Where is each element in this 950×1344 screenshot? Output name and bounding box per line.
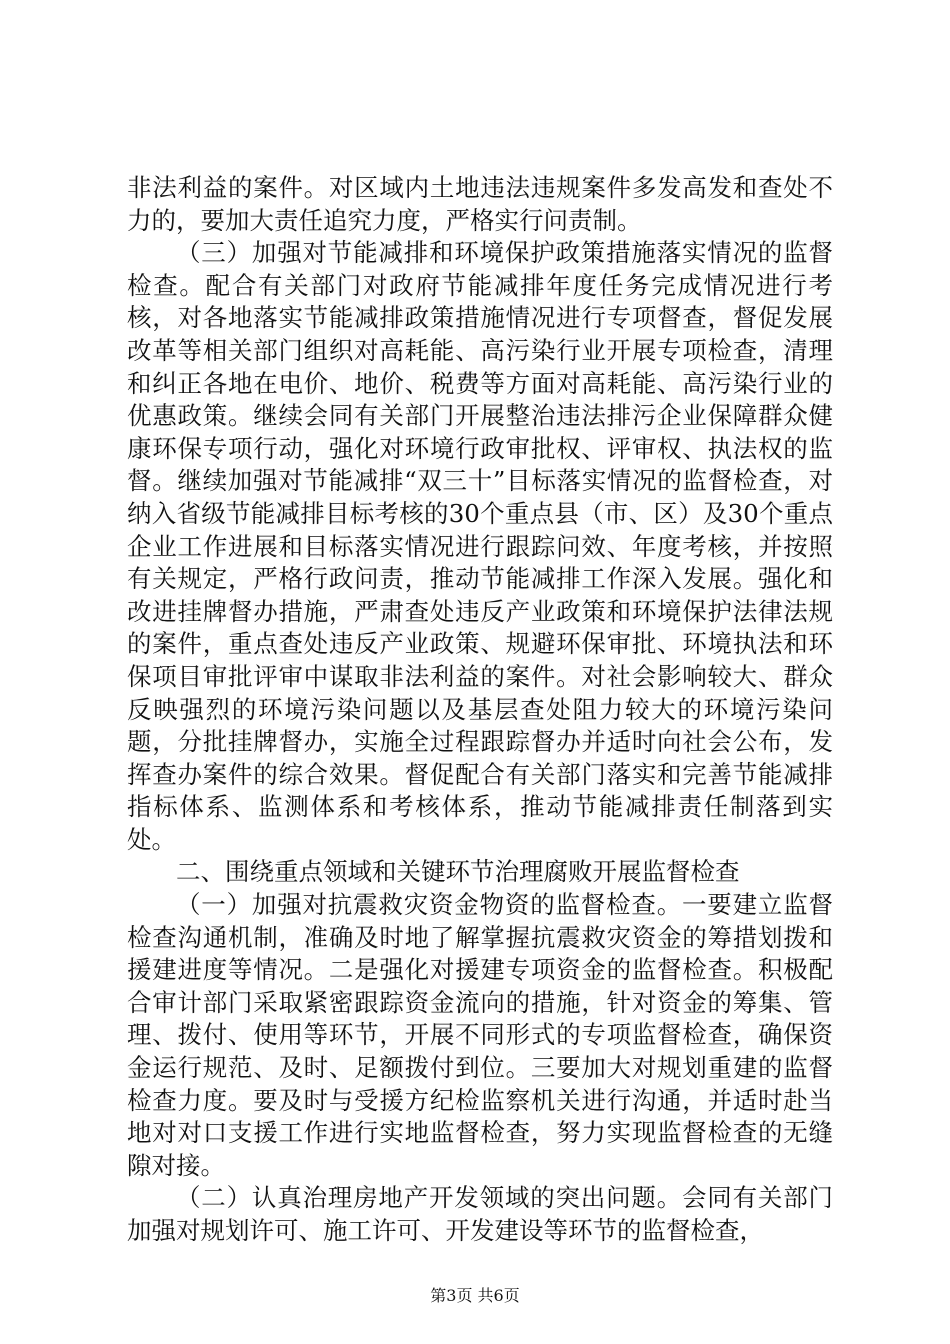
paragraph-subsection-2: （二）认真治理房地产开发领域的突出问题。会同有关部门加强对规划许可、施工许可、开发建设等环节的监督检查， <box>127 1183 833 1245</box>
paragraph-continuation: 非法利益的案件。对区域内土地违法违规案件多发高发和查处不力的，要加大责任追究力度，严格实行问责制。 <box>127 173 833 235</box>
paragraph-subsection-1: （一）加强对抗震救灾资金物资的监督检查。一要建立监督检查沟通机制，准确及时地了解掌握抗震救灾资金的筹措划拨和援建进度等情况。二是强化对援建专项资金的监督检查。积极配合审计部门采取紧密跟踪资金流向的措施，针对资金的筹集、管理、拨付、使用等环节，开展不同形式的专项监督检查，确保资金运行规范、及时、足额拨付到位。三要加大对规划重建的监督检查力度。要及时与受援方纪检监察机关进行沟通，并适时赴当地对对口支援工作进行实地监督检查，努力实现监督检查的无缝隙对接。 <box>127 890 833 1180</box>
section-heading-2: 二、围绕重点领域和关键环节治理腐败开展监督检查 <box>176 857 740 887</box>
page-number-footer: 第3页 共6页 <box>430 1286 520 1305</box>
paragraph-section-3: （三）加强对节能减排和环境保护政策措施落实情况的监督检查。配合有关部门对政府节能减排年度任务完成情况进行考核，对各地落实节能减排政策措施情况进行专项督查，督促发展改革等相关部门组织对高耗能、高污染行业开展专项检查，清理和纠正各地在电价、地价、税费等方面对高耗能、高污染行业的优惠政策。继续会同有关部门开展整治违法排污企业保障群众健康环保专项行动，强化对环境行政审批权、评审权、执法权的监督。继续加强对节能减排“双三十”目标落实情况的监督检查，对纳入省级节能减排目标考核的30个重点县（市、区）及30个重点企业工作进展和目标落实情况进行跟踪问效、年度考核，并按照有关规定，严格行政问责，推动节能减排工作深入发展。强化和改进挂牌督办措施，严肃查处违反产业政策和环境保护法律法规的案件，重点查处违反产业政策、规避环保审批、环境执法和环保项目审批评审中谋取非法利益的案件。对社会影响较大、群众反映强烈的环境污染问题以及基层查处阻力较大的环境污染问题，分批挂牌督办，实施全过程跟踪督办并适时向社会公布，发挥查办案件的综合效果。督促配合有关部门落实和完善节能减排指标体系、监测体系和考核体系，推动节能减排责任制落到实处。 <box>127 238 833 854</box>
document-body <box>127 172 833 1248</box>
